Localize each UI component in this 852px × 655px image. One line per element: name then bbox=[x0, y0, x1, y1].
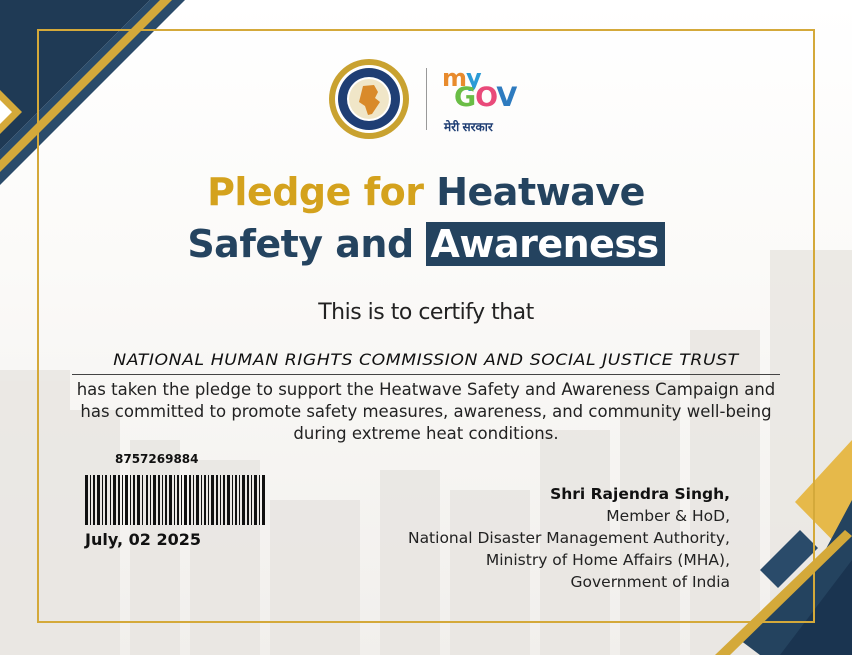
recipient-underline bbox=[72, 374, 780, 375]
mygov-gov bbox=[454, 82, 516, 113]
pledge-title-line1 bbox=[0, 169, 852, 215]
pledge-title-line2 bbox=[0, 221, 852, 267]
logo-divider bbox=[426, 68, 427, 130]
signatory-name: Shri Rajendra Singh, bbox=[550, 485, 730, 503]
title-heatwave: Heatwave bbox=[436, 170, 645, 214]
certificate-number: 8757269884 bbox=[115, 452, 199, 466]
signatory-organization: National Disaster Management Authority, bbox=[407, 529, 730, 547]
mygov-v: V bbox=[496, 82, 517, 113]
mygov-hindi-tagline: मेरी सरकार bbox=[444, 120, 493, 134]
signatory-block bbox=[408, 483, 730, 593]
mygov-y: y bbox=[466, 64, 481, 92]
signatory-ministry: Ministry of Home Affairs (MHA), bbox=[485, 551, 730, 569]
barcode bbox=[85, 475, 267, 525]
signatory-designation: Member & HoD, bbox=[606, 507, 730, 525]
signatory-government: Government of India bbox=[570, 573, 730, 591]
pledge-body-text: has taken the pledge to support the Heatwave Safety and Awareness Campaign and has committed to promote safety measures, awareness, and community well-being during extreme heat conditions. bbox=[76, 380, 776, 443]
title-awareness-highlight: Awareness bbox=[426, 222, 664, 266]
ndma-seal-icon bbox=[328, 58, 410, 140]
mygov-m: m bbox=[442, 64, 467, 92]
pledge-date: July, 02 2025 bbox=[85, 530, 202, 549]
header-logos bbox=[328, 58, 528, 142]
mygov-g: G bbox=[454, 82, 476, 113]
title-pledge-for: Pledge for bbox=[207, 170, 424, 214]
recipient-name: NATIONAL HUMAN RIGHTS COMMISSION AND SOCIAL JUSTICE TRUST bbox=[113, 350, 739, 369]
mygov-logo bbox=[442, 64, 532, 136]
title-safety-and: Safety and bbox=[187, 222, 414, 266]
certify-text: This is to certify that bbox=[318, 300, 534, 325]
mygov-o: O bbox=[475, 82, 497, 113]
